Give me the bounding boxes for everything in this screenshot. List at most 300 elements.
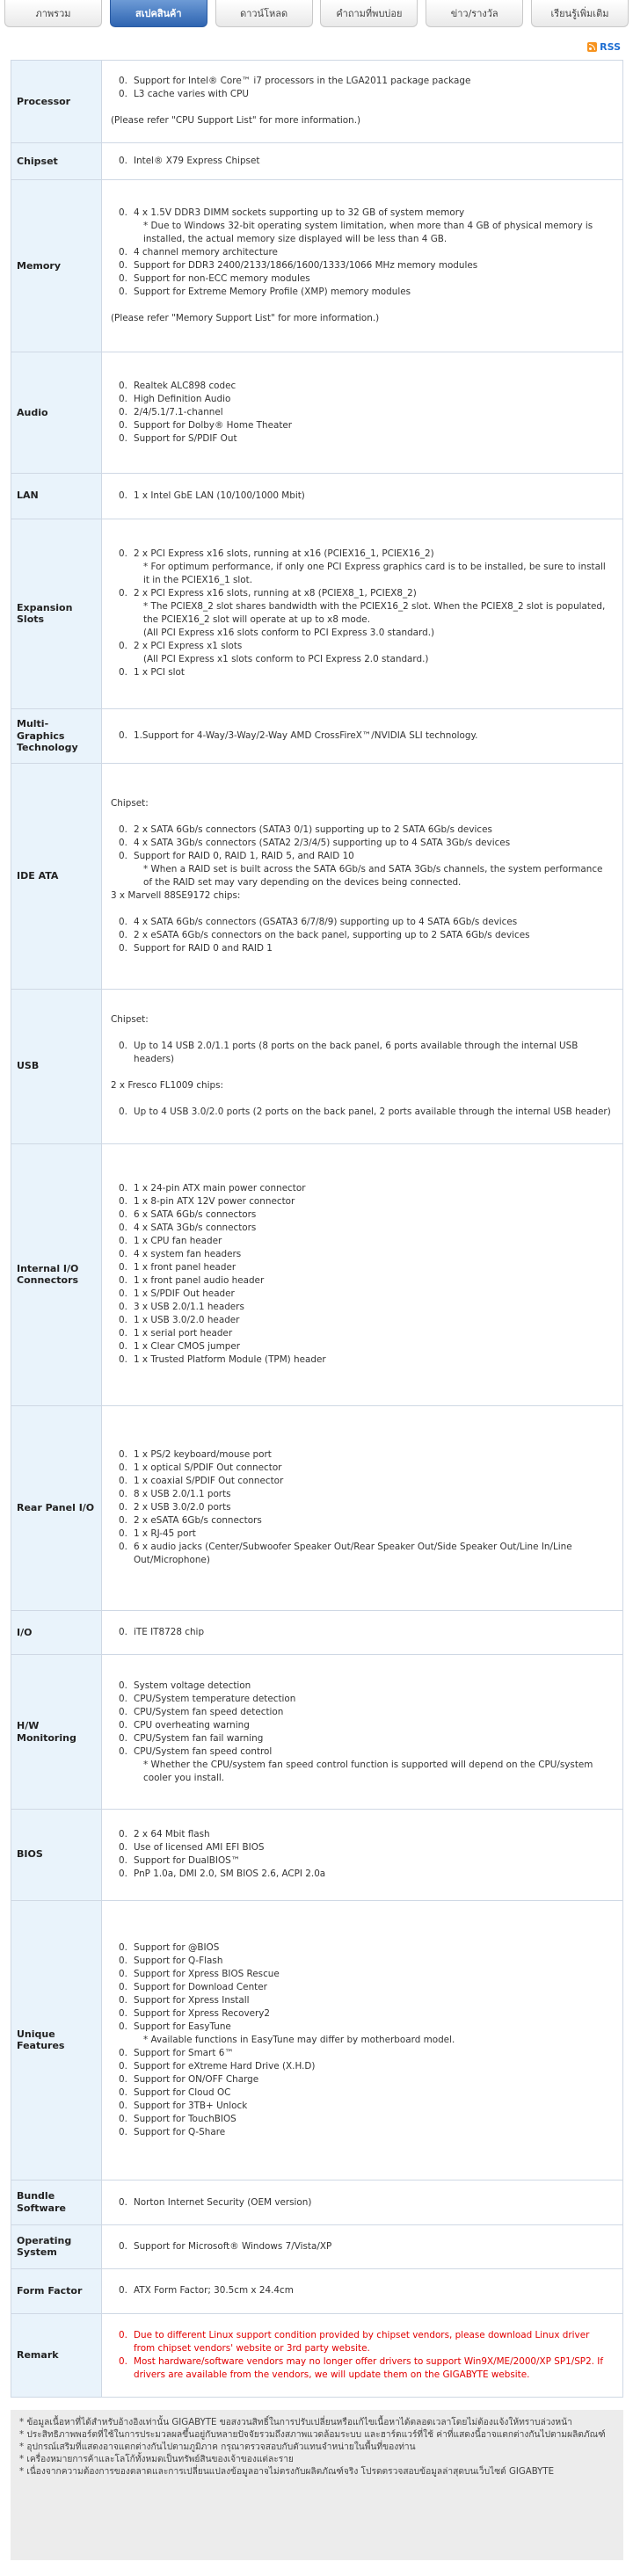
spec-row bbox=[11, 352, 623, 474]
spec-item bbox=[111, 824, 612, 837]
spec-label: LAN bbox=[11, 473, 102, 519]
spec-item bbox=[111, 2086, 612, 2100]
spec-label: Operating System bbox=[11, 2224, 102, 2268]
item-text: Support for DualBIOS™ bbox=[134, 1855, 241, 1867]
item-text: Support for Extreme Memory Profile (XMP) memory modules bbox=[134, 287, 411, 298]
spec-label: I/O bbox=[11, 1610, 102, 1654]
spec-value bbox=[102, 352, 623, 474]
spec-label: Processor bbox=[11, 61, 102, 143]
spec-item bbox=[111, 2355, 612, 2382]
item-number: 0. bbox=[119, 1955, 127, 1966]
spec-label: IDE ATA bbox=[11, 763, 102, 989]
spec-item bbox=[111, 1955, 612, 1968]
tab-2[interactable]: สเปคสินค้า bbox=[110, 0, 207, 27]
spec-item bbox=[111, 729, 612, 743]
item-number: 0. bbox=[119, 2196, 127, 2208]
spec-heading: (Please refer "CPU Support List" for more information.) bbox=[111, 115, 361, 127]
item-text: 1 x Trusted Platform Module (TPM) header bbox=[134, 1354, 326, 1366]
item-number: 0. bbox=[119, 156, 127, 167]
item-number: 0. bbox=[119, 1236, 127, 1247]
spec-row bbox=[11, 2269, 623, 2313]
item-number: 0. bbox=[119, 667, 127, 678]
spacer bbox=[111, 903, 612, 916]
spec-item bbox=[111, 2021, 612, 2034]
spec-row bbox=[11, 1655, 623, 1810]
spec-item bbox=[111, 2100, 612, 2113]
footnote-line: * เครื่องหมายการค้าและโลโก้ทั้งหมดเป็นทรัพย์สินของเจ้าของแต่ละราย bbox=[19, 2455, 294, 2464]
item-number: 0. bbox=[119, 2126, 127, 2137]
spec-item bbox=[111, 207, 612, 220]
spec-value bbox=[102, 1655, 623, 1810]
item-text: 4 x SATA 3Gb/s connectors (SATA2 2/3/4/5) supporting up to 4 SATA 3Gb/s devices bbox=[134, 837, 511, 848]
spec-value bbox=[102, 1900, 623, 2181]
spec-note: (All PCI Express x16 slots conform to PCI Express 3.0 standard.) bbox=[143, 628, 435, 639]
item-text: Norton Internet Security (OEM version) bbox=[134, 2196, 312, 2208]
spec-value bbox=[102, 2224, 623, 2268]
spec-item bbox=[111, 2196, 612, 2210]
item-number: 0. bbox=[119, 1462, 127, 1474]
spec-value bbox=[102, 180, 623, 352]
item-number: 0. bbox=[119, 1502, 127, 1513]
item-text: Support for Xpress Install bbox=[134, 1994, 250, 2006]
spec-item bbox=[111, 1182, 612, 1195]
spec-row bbox=[11, 1406, 623, 1611]
spec-value bbox=[102, 61, 623, 143]
spec-label: Rear Panel I/O bbox=[11, 1406, 102, 1611]
spec-value bbox=[102, 519, 623, 709]
spec-row bbox=[11, 61, 623, 143]
item-number: 0. bbox=[119, 1842, 127, 1854]
spec-item bbox=[111, 490, 612, 503]
item-number: 0. bbox=[119, 89, 127, 100]
item-number: 0. bbox=[119, 381, 127, 392]
item-number: 0. bbox=[119, 1693, 127, 1704]
item-text: CPU/System temperature detection bbox=[134, 1693, 296, 1704]
spec-note: * Available functions in EasyTune may differ by motherboard model. bbox=[143, 2034, 455, 2045]
item-text: 1 x front panel audio header bbox=[134, 1275, 265, 1287]
item-number: 0. bbox=[119, 394, 127, 405]
item-number: 0. bbox=[119, 1328, 127, 1339]
spec-row bbox=[11, 2224, 623, 2268]
item-text: Support for 3TB+ Unlock bbox=[134, 2100, 248, 2111]
item-number: 0. bbox=[119, 2060, 127, 2072]
item-number: 0. bbox=[119, 76, 127, 87]
spec-item bbox=[111, 1745, 612, 1759]
spec-row bbox=[11, 473, 623, 519]
item-text: 8 x USB 2.0/1.1 ports bbox=[134, 1489, 231, 1500]
spec-item bbox=[111, 1854, 612, 1868]
item-text: 1 x optical S/PDIF Out connector bbox=[134, 1462, 282, 1474]
item-number: 0. bbox=[119, 824, 127, 835]
item-text: 3 x USB 2.0/1.1 headers bbox=[134, 1302, 244, 1313]
spec-item bbox=[111, 1301, 612, 1314]
item-number: 0. bbox=[119, 1515, 127, 1527]
item-number: 0. bbox=[119, 1941, 127, 1953]
item-text: Intel® X79 Express Chipset bbox=[134, 156, 260, 167]
spec-item bbox=[111, 88, 612, 101]
spec-item bbox=[111, 1288, 612, 1301]
spec-item bbox=[111, 1626, 612, 1639]
item-number: 0. bbox=[119, 942, 127, 954]
spec-note: * The PCIEX8_2 slot shares bandwidth with the PCIEX16_2 slot. When the PCIEX8_2 slot is populated, the PCIEX16_2 slot will operate at up to x8 mode. bbox=[143, 601, 606, 626]
item-number: 0. bbox=[119, 1302, 127, 1313]
spec-item bbox=[111, 286, 612, 299]
item-text: 2 x eSATA 6Gb/s connectors bbox=[134, 1515, 262, 1527]
spec-value bbox=[102, 2313, 623, 2398]
spec-item bbox=[111, 1514, 612, 1527]
item-text: Realtek ALC898 codec bbox=[134, 381, 236, 392]
spec-note: * Due to Windows 32-bit operating system limitation, when more than 4 GB of physical memory is installed, the actual memory size displayed will be less than 4 GB. bbox=[143, 221, 593, 245]
tab-1[interactable]: ภาพรวม bbox=[4, 0, 102, 27]
item-text: iTE IT8728 chip bbox=[134, 1627, 205, 1638]
item-text: ATX Form Factor; 30.5cm x 24.4cm bbox=[134, 2285, 294, 2297]
item-text: 6 x audio jacks (Center/Subwoofer Speaker Out/Rear Speaker Out/Side Speaker Out/Line In/Line Out/Microphone) bbox=[134, 1542, 572, 1566]
spec-item bbox=[111, 1462, 612, 1475]
spec-row bbox=[11, 180, 623, 352]
spec-item bbox=[111, 1706, 612, 1719]
spacer bbox=[111, 810, 612, 824]
item-number: 0. bbox=[119, 1968, 127, 1979]
spacer bbox=[111, 1027, 612, 1040]
spec-item bbox=[111, 942, 612, 955]
item-number: 0. bbox=[119, 641, 127, 652]
item-number: 0. bbox=[119, 490, 127, 501]
spec-item bbox=[111, 1719, 612, 1732]
item-number: 0. bbox=[119, 1341, 127, 1353]
item-text: Support for Xpress Recovery2 bbox=[134, 2007, 271, 2019]
item-text: Support for @BIOS bbox=[134, 1941, 220, 1953]
spec-item bbox=[111, 1222, 612, 1235]
item-number: 0. bbox=[119, 247, 127, 258]
spec-value bbox=[102, 473, 623, 519]
spec-item bbox=[111, 2126, 612, 2139]
spec-item bbox=[111, 1261, 612, 1274]
item-text: Support for Smart 6™ bbox=[134, 2047, 234, 2058]
item-text: Support for non-ECC memory modules bbox=[134, 273, 310, 285]
item-text: Use of licensed AMI EFI BIOS bbox=[134, 1842, 265, 1854]
spec-row bbox=[11, 1900, 623, 2181]
item-text: 2 x eSATA 6Gb/s connectors on the back panel, supporting up to 2 SATA 6Gb/s devices bbox=[134, 929, 530, 940]
item-number: 0. bbox=[119, 2240, 127, 2252]
item-number: 0. bbox=[119, 1627, 127, 1638]
item-number: 0. bbox=[119, 1719, 127, 1731]
spec-row bbox=[11, 763, 623, 989]
spec-row bbox=[11, 519, 623, 709]
spec-heading: 2 x Fresco FL1009 chips: bbox=[111, 1080, 224, 1092]
item-text: 1 x RJ-45 port bbox=[134, 1528, 196, 1540]
item-number: 0. bbox=[119, 2285, 127, 2297]
spec-item bbox=[111, 1693, 612, 1706]
item-number: 0. bbox=[119, 1288, 127, 1300]
spec-item bbox=[111, 2073, 612, 2086]
item-number: 0. bbox=[119, 260, 127, 272]
spec-row bbox=[11, 1810, 623, 1901]
item-text: Support for Microsoft® Windows 7/Vista/XP bbox=[134, 2240, 332, 2252]
item-number: 0. bbox=[119, 273, 127, 285]
footnote-line: * ประสิทธิภาพพอร์ตที่ใช้ในการประมวลผลขึ้นอยู่กับหลายปัจจัยรวมถึงสภาพแวดล้อมระบบ และฮาร์ดแวร์ที่ใช้ ค่าที่แสดงนี้อาจแตกต่างกันไปตามผลิตภัณฑ์ bbox=[19, 2430, 606, 2440]
item-text: 4 x 1.5V DDR3 DIMM sockets supporting up to 32 GB of system memory bbox=[134, 207, 465, 219]
item-number: 0. bbox=[119, 1732, 127, 1744]
spec-item bbox=[111, 1941, 612, 1955]
item-text: Support for EasyTune bbox=[134, 2021, 231, 2032]
item-text: Support for Download Center bbox=[134, 1981, 267, 1992]
spec-note: * When a RAID set is built across the SATA 6Gb/s and SATA 3Gb/s channels, the system performance of the RAID set may vary depending on the devices being connected. bbox=[143, 863, 603, 888]
spec-label: Bundle Software bbox=[11, 2181, 102, 2224]
item-text: 1 x PCI slot bbox=[134, 667, 185, 678]
spec-label: Internal I/O Connectors bbox=[11, 1143, 102, 1405]
spec-value bbox=[102, 1610, 623, 1654]
item-text: Support for Q-Flash bbox=[134, 1955, 223, 1966]
item-text: 2 x SATA 6Gb/s connectors (SATA3 0/1) supporting up to 2 SATA 6Gb/s devices bbox=[134, 824, 492, 835]
spec-value bbox=[102, 2181, 623, 2224]
item-text: Most hardware/software vendors may no longer offer drivers to support Win9X/ME/2000/XP SP1/SP2. If drivers are available from the vendors, we will update them on the GIGABYTE website. bbox=[134, 2355, 604, 2380]
tab-6[interactable]: เรียนรู้เพิ่มเติม bbox=[531, 0, 629, 27]
item-text: 1 x front panel header bbox=[134, 1262, 236, 1273]
item-text: 4 channel memory architecture bbox=[134, 247, 278, 258]
spec-row bbox=[11, 142, 623, 179]
spec-row bbox=[11, 1610, 623, 1654]
item-text: 1 x 24-pin ATX main power connector bbox=[134, 1183, 306, 1194]
footnote-line: * ข้อมูลเนื้อหาที่ได้สำหรับอ้างอิงเท่านั้น GIGABYTE ขอสงวนสิทธิ์ในการปรับเปลี่ยนหรือแก้ไขเนื้อหาได้ตลอดเวลาโดยไม่ต้องแจ้งให้ทราบล่วงหน้า bbox=[19, 2418, 572, 2427]
spec-value bbox=[102, 990, 623, 1144]
item-number: 0. bbox=[119, 1706, 127, 1717]
spec-item bbox=[111, 837, 612, 850]
spec-item bbox=[111, 929, 612, 942]
spec-item bbox=[111, 666, 612, 679]
item-number: 0. bbox=[119, 1041, 127, 1052]
spec-item bbox=[111, 1994, 612, 2007]
item-text: Support for eXtreme Hard Drive (X.H.D) bbox=[134, 2060, 316, 2072]
spec-item bbox=[111, 2284, 612, 2297]
item-text: Due to different Linux support condition provided by chipset vendors, please download Linux driver from chipset vendors' website or 3rd party website. bbox=[134, 2329, 590, 2354]
item-number: 0. bbox=[119, 837, 127, 848]
spec-value bbox=[102, 2269, 623, 2313]
spec-row bbox=[11, 1143, 623, 1405]
spec-label: Unique Features bbox=[11, 1900, 102, 2181]
spec-item bbox=[111, 1475, 612, 1488]
item-text: 2 x PCI Express x16 slots, running at x8 (PCIEX8_1, PCIEX8_2) bbox=[134, 588, 417, 599]
item-text: Support for TouchBIOS bbox=[134, 2113, 236, 2124]
item-text: CPU/System fan speed control bbox=[134, 1745, 273, 1757]
item-number: 0. bbox=[119, 1745, 127, 1757]
spec-item bbox=[111, 1208, 612, 1222]
item-text: Support for ON/OFF Charge bbox=[134, 2073, 259, 2085]
item-text: 1 x serial port header bbox=[134, 1328, 233, 1339]
spec-item bbox=[111, 259, 612, 272]
spec-item bbox=[111, 2007, 612, 2021]
footnote-line: * อุปกรณ์เสริมที่แสดงอาจแตกต่างกันไปตามภูมิภาค กรุณาตรวจสอบกับตัวแทนจำหน่ายในพื้นที่ของท่าน bbox=[19, 2442, 416, 2452]
item-number: 0. bbox=[119, 1275, 127, 1287]
item-number: 0. bbox=[119, 2021, 127, 2032]
spec-value bbox=[102, 142, 623, 179]
item-text: Support for Intel® Core™ i7 processors in the LGA2011 package package bbox=[134, 76, 471, 87]
item-number: 0. bbox=[119, 850, 127, 861]
spec-row bbox=[11, 709, 623, 763]
item-text: 1 x CPU fan header bbox=[134, 1236, 222, 1247]
spec-heading: (Please refer "Memory Support List" for more information.) bbox=[111, 313, 380, 324]
rss-label: RSS bbox=[600, 41, 621, 53]
spec-label: Remark bbox=[11, 2313, 102, 2398]
spec-item bbox=[111, 1353, 612, 1367]
spec-item bbox=[111, 2047, 612, 2060]
footnote-line: * เนื่องจากความต้องการของตลาดและการเปลี่ยนแปลงข้อมูลอาจไม่ตรงกับผลิตภัณฑ์จริง โปรดตรวจสอบข้อมูลล่าสุดบนเว็บไซต์ GIGABYTE bbox=[19, 2467, 555, 2477]
spec-item bbox=[111, 75, 612, 88]
spec-item bbox=[111, 246, 612, 259]
item-text: PnP 1.0a, DMI 2.0, SM BIOS 2.6, ACPI 2.0a bbox=[134, 1869, 326, 1880]
spec-item bbox=[111, 850, 612, 863]
item-text: Up to 14 USB 2.0/1.1 ports (8 ports on the back panel, 6 ports available through the internal USB headers) bbox=[134, 1041, 578, 1065]
spec-heading: Chipset: bbox=[111, 1014, 149, 1026]
item-number: 0. bbox=[119, 2113, 127, 2124]
item-text: 6 x SATA 6Gb/s connectors bbox=[134, 1209, 257, 1221]
spec-item bbox=[111, 272, 612, 286]
spec-value bbox=[102, 763, 623, 989]
item-number: 0. bbox=[119, 1223, 127, 1234]
spec-item bbox=[111, 1327, 612, 1340]
spec-row bbox=[11, 2181, 623, 2224]
item-text: Support for DDR3 2400/2133/1866/1600/1333/1066 MHz memory modules bbox=[134, 260, 478, 272]
item-text: CPU/System fan fail warning bbox=[134, 1732, 264, 1744]
spec-item bbox=[111, 1106, 612, 1119]
item-number: 0. bbox=[119, 433, 127, 445]
spec-item bbox=[111, 2329, 612, 2355]
spec-label: Expansion Slots bbox=[11, 519, 102, 709]
item-number: 0. bbox=[119, 548, 127, 560]
item-text: 2 x 64 Mbit flash bbox=[134, 1829, 210, 1840]
spec-heading: 3 x Marvell 88SE9172 chips: bbox=[111, 889, 241, 901]
spec-note: * Whether the CPU/system fan speed control function is supported will depend on the CPU/system cooler you install. bbox=[143, 1759, 593, 1783]
item-number: 0. bbox=[119, 1107, 127, 1118]
item-number: 0. bbox=[119, 729, 127, 741]
item-text: Support for RAID 0 and RAID 1 bbox=[134, 942, 273, 954]
item-number: 0. bbox=[119, 1855, 127, 1867]
spec-label: H/W Monitoring bbox=[11, 1655, 102, 1810]
spec-item bbox=[111, 419, 612, 432]
item-number: 0. bbox=[119, 1869, 127, 1880]
tab-3[interactable]: ดาวน์โหลด bbox=[215, 0, 313, 27]
item-text: Support for Cloud OC bbox=[134, 2086, 231, 2098]
spacer bbox=[111, 1092, 612, 1106]
tab-5[interactable]: ข่าว/รางวัล bbox=[426, 0, 523, 27]
rss-link[interactable] bbox=[587, 41, 621, 53]
spec-value bbox=[102, 1406, 623, 1611]
spacer bbox=[111, 101, 612, 114]
spec-item bbox=[111, 432, 612, 446]
item-text: High Definition Audio bbox=[134, 394, 231, 405]
item-text: System voltage detection bbox=[134, 1680, 251, 1691]
item-number: 0. bbox=[119, 2355, 127, 2367]
spec-item bbox=[111, 1541, 612, 1567]
spec-item bbox=[111, 2240, 612, 2253]
spec-item bbox=[111, 1248, 612, 1261]
spec-table bbox=[11, 60, 623, 2398]
spec-value bbox=[102, 709, 623, 763]
spec-label: Multi-Graphics Technology bbox=[11, 709, 102, 763]
item-text: Support for Dolby® Home Theater bbox=[134, 420, 293, 432]
item-number: 0. bbox=[119, 1196, 127, 1208]
spec-item bbox=[111, 1968, 612, 1981]
spec-label: USB bbox=[11, 990, 102, 1144]
item-number: 0. bbox=[119, 1994, 127, 2006]
item-number: 0. bbox=[119, 929, 127, 940]
item-text: 2/4/5.1/7.1-channel bbox=[134, 407, 223, 418]
spec-label: Form Factor bbox=[11, 2269, 102, 2313]
spec-item bbox=[111, 1488, 612, 1501]
spec-item bbox=[111, 1868, 612, 1881]
rss-icon bbox=[587, 42, 597, 52]
spec-label: Chipset bbox=[11, 142, 102, 179]
item-text: 4 x system fan headers bbox=[134, 1249, 242, 1260]
spec-item bbox=[111, 587, 612, 600]
item-number: 0. bbox=[119, 1680, 127, 1691]
spec-item bbox=[111, 1235, 612, 1248]
spec-item bbox=[111, 1274, 612, 1288]
item-text: 1 x coaxial S/PDIF Out connector bbox=[134, 1476, 284, 1487]
item-text: Support for Xpress BIOS Rescue bbox=[134, 1968, 280, 1979]
item-number: 0. bbox=[119, 1981, 127, 1992]
spec-value bbox=[102, 1810, 623, 1901]
spec-row bbox=[11, 990, 623, 1144]
tab-4[interactable]: คำถามที่พบบ่อย bbox=[320, 0, 418, 27]
item-number: 0. bbox=[119, 420, 127, 432]
spec-item bbox=[111, 393, 612, 406]
item-number: 0. bbox=[119, 1183, 127, 1194]
item-number: 0. bbox=[119, 287, 127, 298]
item-text: 4 x SATA 6Gb/s connectors (GSATA3 6/7/8/9) supporting up to 4 SATA 6Gb/s devices bbox=[134, 916, 518, 927]
spec-item bbox=[111, 1527, 612, 1541]
item-text: 2 x USB 3.0/2.0 ports bbox=[134, 1502, 231, 1513]
item-number: 0. bbox=[119, 1249, 127, 1260]
spec-item bbox=[111, 380, 612, 393]
item-number: 0. bbox=[119, 588, 127, 599]
item-number: 0. bbox=[119, 1209, 127, 1221]
item-text: Support for RAID 0, RAID 1, RAID 5, and RAID 10 bbox=[134, 850, 354, 861]
spec-value bbox=[102, 1143, 623, 1405]
footnote-box bbox=[11, 2410, 623, 2560]
spec-item bbox=[111, 916, 612, 929]
item-number: 0. bbox=[119, 1528, 127, 1540]
spec-label: Audio bbox=[11, 352, 102, 474]
item-number: 0. bbox=[119, 1315, 127, 1326]
item-number: 0. bbox=[119, 207, 127, 219]
spec-item bbox=[111, 1448, 612, 1462]
spec-item bbox=[111, 1680, 612, 1693]
item-number: 0. bbox=[119, 1542, 127, 1553]
spec-item bbox=[111, 548, 612, 561]
spec-item bbox=[111, 1195, 612, 1208]
spec-item bbox=[111, 1981, 612, 1994]
item-number: 0. bbox=[119, 2007, 127, 2019]
item-text: 1 x Intel GbE LAN (10/100/1000 Mbit) bbox=[134, 490, 305, 501]
item-text: 1 x USB 3.0/2.0 header bbox=[134, 1315, 240, 1326]
spec-item bbox=[111, 1340, 612, 1353]
spec-heading: Chipset: bbox=[111, 797, 149, 809]
item-text: 2 x PCI Express x1 slots bbox=[134, 641, 243, 652]
spec-row bbox=[11, 2313, 623, 2398]
item-text: Support for Q-Share bbox=[134, 2126, 226, 2137]
spec-label: Memory bbox=[11, 180, 102, 352]
item-number: 0. bbox=[119, 1829, 127, 1840]
spec-item bbox=[111, 1841, 612, 1854]
spec-item bbox=[111, 155, 612, 168]
spacer bbox=[111, 299, 612, 312]
item-number: 0. bbox=[119, 2047, 127, 2058]
item-text: CPU/System fan speed detection bbox=[134, 1706, 284, 1717]
spec-item bbox=[111, 1828, 612, 1841]
spec-label: BIOS bbox=[11, 1810, 102, 1901]
spec-item bbox=[111, 1501, 612, 1514]
item-number: 0. bbox=[119, 2100, 127, 2111]
